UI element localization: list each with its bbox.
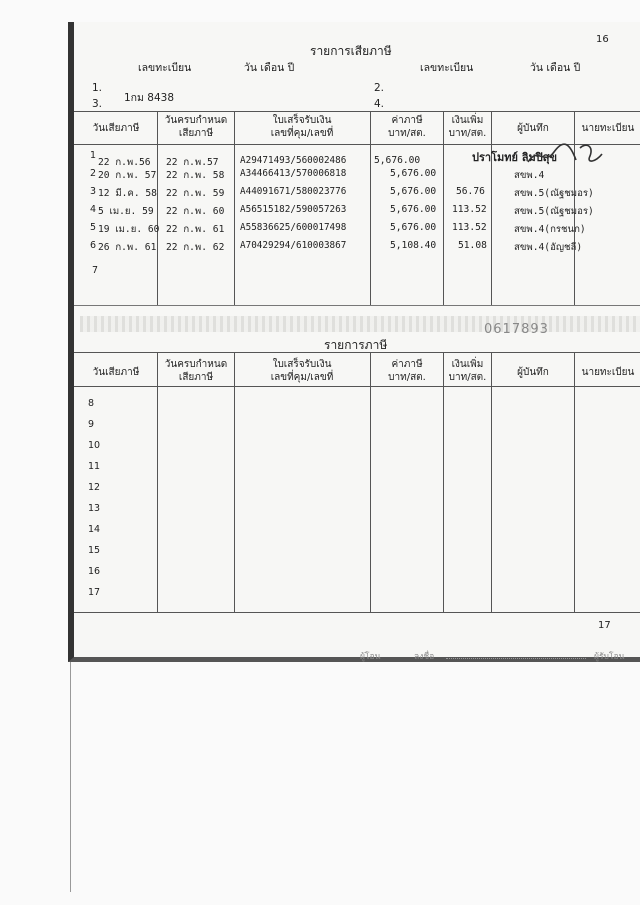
row-paid-date: 26 ก.พ. 61 bbox=[98, 242, 157, 253]
table1-col-divider-5 bbox=[491, 111, 492, 305]
row-number: 7 bbox=[92, 265, 99, 276]
row-due-date: 22 ก.พ. 59 bbox=[166, 188, 225, 199]
row-recorder: สขพ.5(ณัฐชมอร) bbox=[514, 206, 594, 217]
table1-col-divider-4 bbox=[443, 111, 444, 305]
table2-col-divider-5 bbox=[491, 352, 492, 612]
row-number: 8 bbox=[88, 398, 95, 409]
col-head-due-date: วันครบกำหนด เสียภาษี bbox=[164, 115, 228, 139]
reg-line-3-value: 1กม 8438 bbox=[124, 92, 175, 104]
row-recorder: ปราโมทย์ ลิมปิสุข bbox=[472, 151, 557, 164]
row-tax: 5,676.00 bbox=[374, 155, 421, 166]
row-due-date: 22 ก.พ. 62 bbox=[166, 242, 225, 253]
signature-scribble bbox=[524, 140, 604, 170]
row-recorder: สขพ.4 bbox=[514, 170, 545, 181]
row-due-date: 22 ก.พ. 58 bbox=[166, 170, 225, 181]
table1-col-divider-2 bbox=[234, 111, 235, 305]
row-receipt: A70429294/610003867 bbox=[240, 240, 347, 251]
row-number: 11 bbox=[88, 461, 101, 472]
footer-sign: ลงชื่อ bbox=[414, 652, 435, 662]
footer-signature-line bbox=[446, 658, 586, 659]
row-tax: 5,676.00 bbox=[390, 222, 437, 233]
table2-col-divider-1 bbox=[157, 352, 158, 612]
row-tax: 5,676.00 bbox=[390, 204, 437, 215]
col-head-recorder: ผู้บันทึก bbox=[517, 367, 549, 378]
row-number: 13 bbox=[88, 503, 101, 514]
row-number: 4 bbox=[90, 204, 97, 215]
col-head-receipt: ใบเสร็จรับเงิน เลขที่คุม/เลขที่ bbox=[270, 115, 334, 139]
blank-lower-page bbox=[70, 662, 640, 892]
table1-bottom-border bbox=[74, 305, 640, 306]
table2-col-divider-2 bbox=[234, 352, 235, 612]
table2-col-divider-3 bbox=[370, 352, 371, 612]
footer-page-number: 17 bbox=[598, 620, 611, 631]
table2-col-divider-6 bbox=[574, 352, 575, 612]
separator-stripe bbox=[80, 316, 640, 332]
row-due-date: 22 ก.พ. 61 bbox=[166, 224, 225, 235]
row-number: 12 bbox=[88, 482, 101, 493]
row-surcharge: 113.52 bbox=[452, 204, 487, 215]
col-head-registrar: นายทะเบียน bbox=[581, 123, 635, 134]
reg-line-4-number: 4. bbox=[374, 98, 385, 110]
row-paid-date: 12 มี.ค. 58 bbox=[98, 188, 157, 199]
table1-top-border bbox=[74, 111, 640, 112]
registration-document bbox=[68, 22, 640, 662]
row-paid-date: 5 เม.ย. 59 bbox=[98, 206, 154, 217]
footer-transferor: ผู้โอน bbox=[360, 652, 381, 662]
row-number: 1 bbox=[90, 150, 97, 161]
table2-top-border bbox=[74, 352, 640, 353]
col-head-tax: ค่าภาษี บาท/สต. bbox=[388, 359, 426, 383]
row-tax: 5,108.40 bbox=[390, 240, 437, 251]
col-head-surcharge: เงินเพิ่ม บาท/สต. bbox=[448, 359, 487, 383]
row-number: 17 bbox=[88, 587, 101, 598]
row-paid-date: 20 ก.พ. 57 bbox=[98, 170, 157, 181]
row-recorder: สขพ.4(อัญชลี) bbox=[514, 242, 583, 253]
row-due-date: 22 ก.พ.57 bbox=[166, 157, 219, 168]
row-number: 14 bbox=[88, 524, 101, 535]
col-head-receipt: ใบเสร็จรับเงิน เลขที่คุม/เลขที่ bbox=[270, 359, 334, 383]
row-number: 16 bbox=[88, 566, 101, 577]
header-registration-left: เลขทะเบียน bbox=[138, 62, 192, 74]
row-number: 10 bbox=[88, 440, 101, 451]
row-receipt: A44091671/580023776 bbox=[240, 186, 347, 197]
stamp-number: 0617893 bbox=[484, 322, 549, 337]
section-2-title: รายการภาษี bbox=[324, 338, 388, 352]
row-number: 3 bbox=[90, 186, 97, 197]
header-date-left: วัน เดือน ปี bbox=[244, 62, 295, 74]
row-surcharge: 113.52 bbox=[452, 222, 487, 233]
reg-line-1-number: 1. bbox=[92, 82, 103, 94]
reg-line-2-number: 2. bbox=[374, 82, 385, 94]
row-recorder: สขพ.5(ณัฐชมอร) bbox=[514, 188, 594, 199]
row-receipt: A55836625/600017498 bbox=[240, 222, 347, 233]
header-registration-right: เลขทะเบียน bbox=[420, 62, 474, 74]
row-tax: 5,676.00 bbox=[390, 168, 437, 179]
table2-header-border bbox=[74, 386, 640, 387]
reg-line-3-number: 3. bbox=[92, 98, 103, 110]
col-head-paid-date: วันเสียภาษี bbox=[92, 367, 140, 378]
row-number: 9 bbox=[88, 419, 95, 430]
section-title: รายการเสียภาษี bbox=[310, 44, 392, 58]
page-number: 16 bbox=[596, 34, 609, 45]
row-recorder: สขพ.4(กรชนก) bbox=[514, 224, 586, 235]
col-head-registrar: นายทะเบียน bbox=[581, 367, 635, 378]
row-number: 2 bbox=[90, 168, 97, 179]
table1-col-divider-1 bbox=[157, 111, 158, 305]
row-receipt: A34466413/570006818 bbox=[240, 168, 347, 179]
row-surcharge: 51.08 bbox=[458, 240, 487, 251]
col-head-due-date: วันครบกำหนด เสียภาษี bbox=[164, 359, 228, 383]
row-receipt: A56515182/590057263 bbox=[240, 204, 347, 215]
table2-bottom-border bbox=[74, 612, 640, 613]
row-paid-date: 19 เม.ย. 60 bbox=[98, 224, 160, 235]
row-number: 5 bbox=[90, 222, 97, 233]
table2-col-divider-4 bbox=[443, 352, 444, 612]
row-paid-date: 22 ก.พ.56 bbox=[98, 157, 151, 168]
row-number: 6 bbox=[90, 240, 97, 251]
row-number: 15 bbox=[88, 545, 101, 556]
row-due-date: 22 ก.พ. 60 bbox=[166, 206, 225, 217]
table1-col-divider-3 bbox=[370, 111, 371, 305]
header-date-right: วัน เดือน ปี bbox=[530, 62, 581, 74]
col-head-paid-date: วันเสียภาษี bbox=[92, 123, 140, 134]
row-tax: 5,676.00 bbox=[390, 186, 437, 197]
col-head-recorder: ผู้บันทึก bbox=[517, 123, 549, 134]
footer-transferee: ผู้รับโอน bbox=[594, 652, 625, 662]
col-head-surcharge: เงินเพิ่ม บาท/สต. bbox=[448, 115, 487, 139]
row-surcharge: 56.76 bbox=[456, 186, 485, 197]
row-receipt: A29471493/560002486 bbox=[240, 155, 347, 166]
col-head-tax: ค่าภาษี บาท/สต. bbox=[388, 115, 426, 139]
